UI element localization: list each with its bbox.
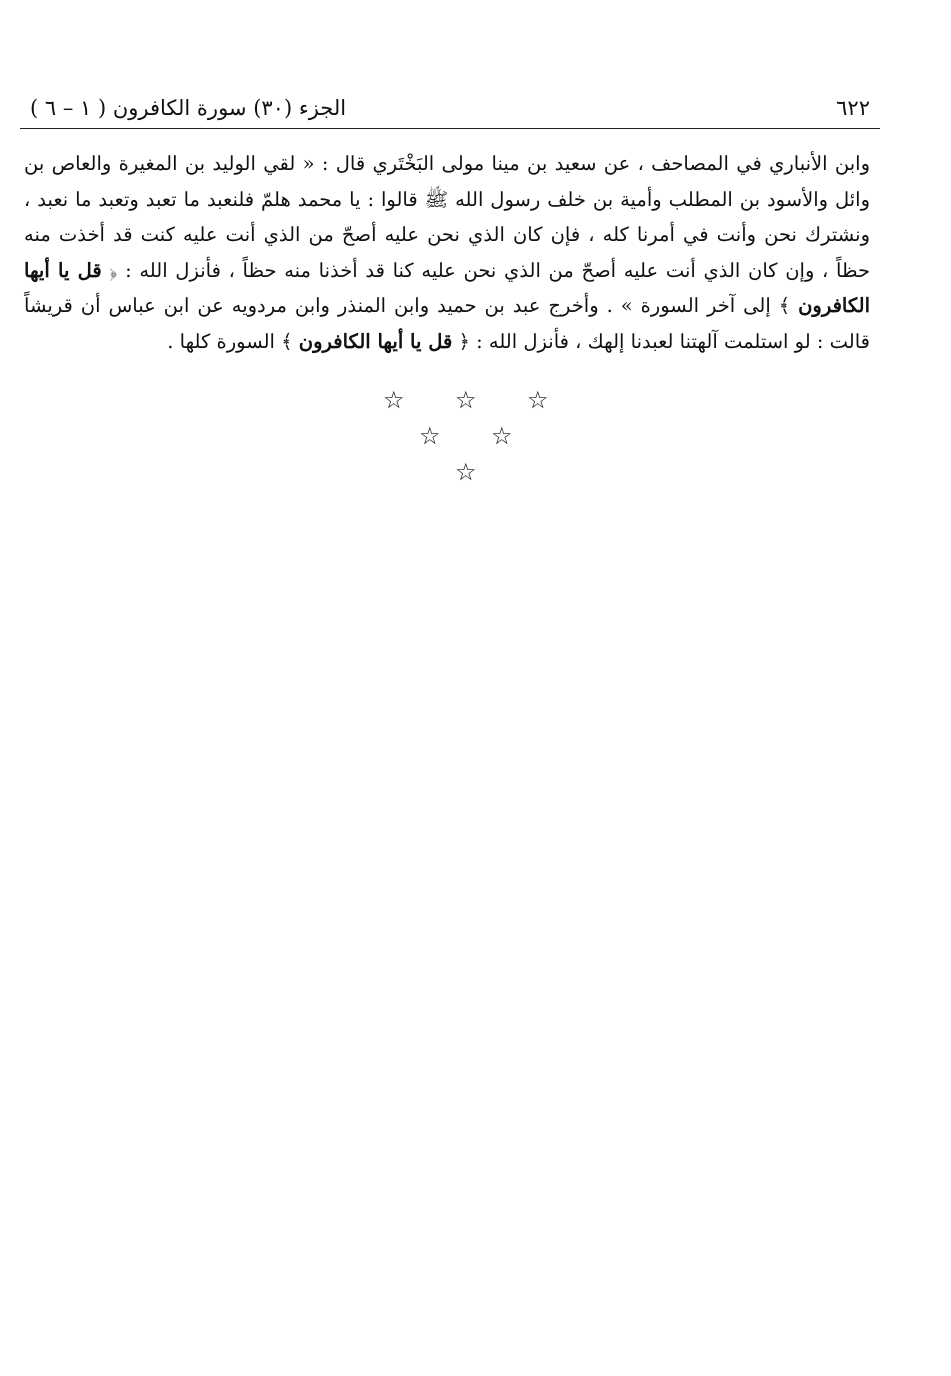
- star-row: [0, 460, 951, 496]
- body-text: [24, 146, 870, 360]
- star-icon: ☆: [455, 458, 477, 486]
- star-row: [0, 424, 951, 460]
- star-icon: ☆: [419, 422, 441, 450]
- star-icon: ☆: [383, 386, 405, 414]
- text-segment: ﴾ السورة كلها .: [167, 329, 293, 353]
- star-row: [0, 388, 951, 424]
- page-header: [20, 92, 880, 129]
- star-icon: ☆: [455, 386, 477, 414]
- running-head: الجزء (٣٠) سورة الكافرون ( ١ – ٦ ): [30, 96, 347, 120]
- paragraph: [24, 146, 870, 360]
- star-icon: ☆: [527, 386, 549, 414]
- quran-quote: قل يا أيها الكافرون: [24, 258, 870, 318]
- quran-quote: قل يا أيها الكافرون: [298, 329, 453, 353]
- star-ornament: [0, 388, 951, 496]
- page-number: ٦٢٢: [836, 96, 870, 120]
- star-icon: ☆: [491, 422, 513, 450]
- text-segment: وابن الأنباري في المصاحف ، عن سعيد بن مينا مولى البَخْتَري قال : « لقي الوليد بن المغيرة والعاص بن وائل والأسود بن المطلب وأمية بن خلف رسول الله ﷺ قالوا : يا محمد هلمّ فلنعبد ما تعبد وتعبد ما نعبد ، ونشترك نحن وأنت في أمرنا كله ، فإن كان الذي نحن عليه أصحّ من الذي أنت عليه كنت قد أخذت منه حظاً ، وإن كان الذي أنت عليه أصحّ من الذي نحن عليه كنا قد أخذنا منه حظاً ، فأنزل الله : ﴿: [24, 152, 870, 282]
- text-segment: ﴾ إلى آخر السورة » . وأخرج عبد بن حميد وابن المنذر وابن مردويه عن ابن عباس أن قريشاً قالت : لو استلمت آلهتنا لعبدنا إلهك ، فأنزل الله : ﴿: [24, 294, 870, 353]
